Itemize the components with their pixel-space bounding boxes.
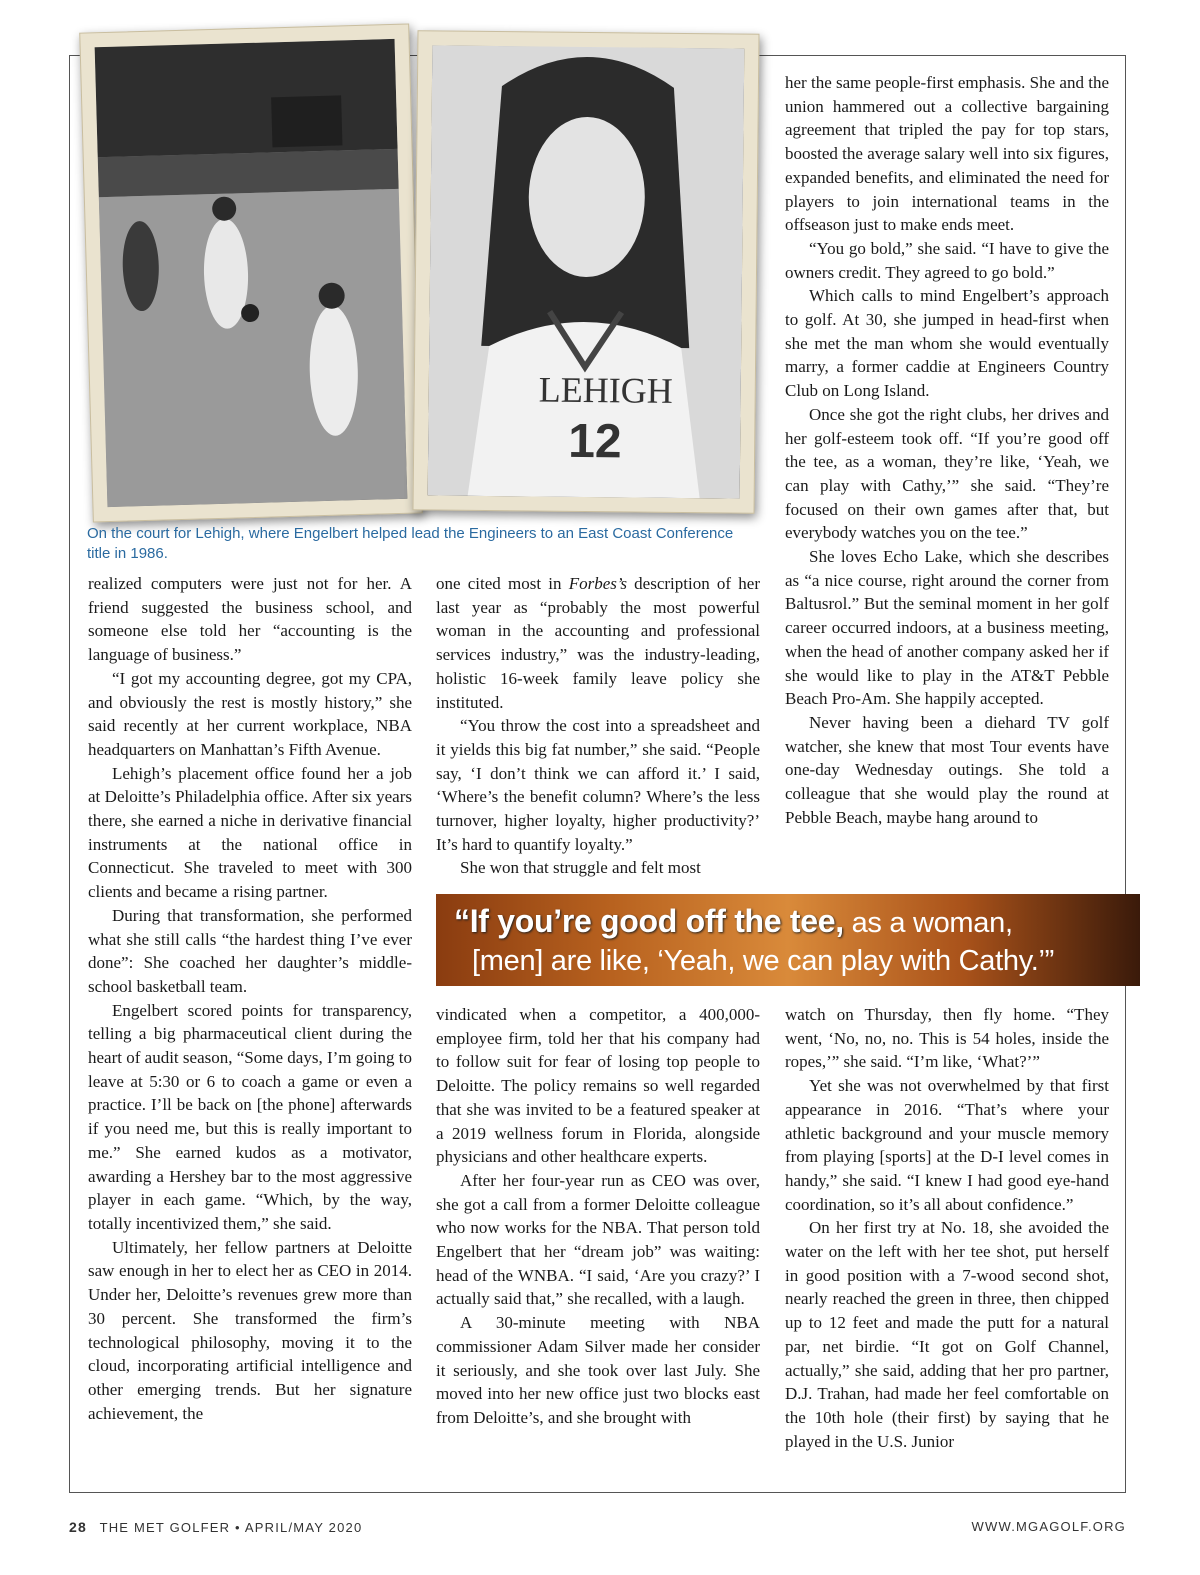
paragraph: Engelbert scored points for transparency, telling a big pharmaceutical client during the heart of audit season, “Some days, I’m going to leave at 5:30 or 6 to coach a game or even a practice. I’ll be back on [the phone] afterwards if you need me, but this is really important to me.” She earned kudos as a motivator, awarding a Hershey bar to the most aggressive player in each game. “Which, by the way, totally incentivized them,” she said. (88, 1000, 412, 1233)
basketball-court-photo (79, 23, 423, 522)
paragraph: She loves Echo Lake, which she describes as “a nice course, right around the corner from Baltusrol.” But the seminal moment in her golf career occurred indoors, at a business meeting, when the head of another company asked her if she would like to play in the AT&T Pebble Beach Pro-Am. She happily accepted. (785, 547, 1109, 709)
pull-quote-line-2: [men] are like, ‘Yeah, we can play with Cathy.’” (472, 945, 1054, 977)
photo-caption: On the court for Lehigh, where Engelbert helped lead the Engineers to an East Coast Conference title in 1986. (87, 525, 734, 562)
paragraph: During that transformation, she performed what she still calls “the hardest thing I’ve ever done”: She coached her daughter’s middle-school basketball team. (88, 905, 412, 996)
column-1 (88, 572, 412, 1425)
website-url[interactable]: WWW.MGAGOLF.ORG (971, 1519, 1126, 1534)
paragraph: one cited most in Forbes’s description of her last year as “probably the most powerful woman in the accounting and professional services industry,” was the industry-leading, holistic 16-week family leave policy she instituted. (436, 574, 761, 712)
paragraph: “I got my accounting degree, got my CPA, and obviously the rest is mostly history,” she said recently at her current workplace, NBA headquarters on Manhattan’s Fifth Avenue. (88, 668, 412, 759)
paragraph: Ultimately, her fellow partners at Deloitte saw enough in her to elect her as CEO in 2014. Under her, Deloitte’s revenues grew more than 30 percent. She transformed the firm’s technological philosophy, moving it to the cloud, incorporating artificial intelligence and other emerging trends. But her signature achievement, the (88, 1237, 412, 1423)
paragraph: A 30-minute meeting with NBA commissioner Adam Silver made her consider it seriously, and she took over last July. She moved into her new office just two blocks east from Deloitte’s, and she brought with (436, 1313, 760, 1427)
svg-text:12: 12 (567, 414, 622, 469)
court-action-image (95, 39, 408, 507)
column-3-top (785, 71, 1109, 830)
pull-quote-line-1: “If you’re good off the tee, as a woman, (454, 903, 1013, 939)
column-2-top (436, 572, 760, 880)
portrait-photo (412, 30, 759, 514)
publication-title: THE MET GOLFER • APRIL/MAY 2020 (99, 1520, 363, 1535)
paragraph: After her four-year run as CEO was over, she got a call from a former Deloitte colleague who now works for the NBA. That person told Engelbert that her “dream job” was waiting: head of the WNBA. “I said, ‘Are you crazy?’ I actually said that,” she recalled, with a laugh. (436, 1170, 760, 1309)
paragraph: her the same people-first emphasis. She and the union hammered out a collective bargaining agreement that tripled the pay for top stars, boosted the average salary well into six figures, expanded benefits, and eliminated the need for players to join international teams in the offseason just to make ends meet. (785, 73, 1109, 235)
footer-left (69, 1519, 362, 1535)
paragraph: Never having been a diehard TV golf watcher, she knew that most Tour events have one-day Wednesday outings. She told a colleague that she would play the round at Pebble Beach, maybe hang around to (785, 712, 1109, 827)
paragraph: “You go bold,” she said. “I have to give the owners credit. They agreed to go bold.” (785, 238, 1109, 282)
portrait-graphic (428, 45, 745, 498)
paragraph: Once she got the right clubs, her drives and her golf-esteem took off. “If you’re good off the tee, as a woman, they’re like, ‘Yeah, we can play with Cathy,’” she said. “They’re focused on their own games after that, but everybody watches you on the tee.” (785, 404, 1109, 543)
paragraph: watch on Thursday, then fly home. “They went, ‘No, no, no. This is 54 holes, inside the ropes,’” she said. “I’m like, ‘What?’” (785, 1005, 1109, 1072)
column-3-bottom (785, 1003, 1109, 1453)
paragraph: vindicated when a competitor, a 400,000-employee firm, told her that his company had to follow suit for fear of losing top people to Deloitte. The policy remains so well regarded that she was invited to be a featured speaker at a 2019 wellness forum in Florida, alongside physicians and other healthcare experts. (436, 1005, 760, 1167)
paragraph: “You throw the cost into a spreadsheet and it yields this big fat number,” she said. “People say, ‘I don’t think we can afford it.’ I said, ‘Where’s the benefit column? Where’s the less turnover, higher loyalty, higher productivity?’ It’s hard to quantify loyalty.” (436, 716, 760, 854)
page-number: 28 (69, 1519, 87, 1535)
paragraph: realized computers were just not for her. A friend suggested the business school, and someone else told her “accounting is the language of business.” (88, 574, 412, 665)
column-2-bottom (436, 1003, 760, 1430)
publication-name: Forbes’s (568, 574, 627, 593)
paragraph: She won that struggle and felt most (460, 858, 701, 878)
player-portrait-image (428, 45, 745, 498)
paragraph: Which calls to mind Engelbert’s approach to golf. At 30, she jumped in head-first when she met the man whom she would eventually marry, a former caddie at Engineers Country Club on Long Island. (785, 286, 1109, 401)
court-scene-graphic (95, 39, 408, 507)
paragraph: Yet she was not overwhelmed by that first appearance in 2016. “That’s where your athletic background and your muscle memory from playing [sports] at the D-I level comes in handy,” she said. “I knew I had good eye-hand coordination, so it’s all about confidence.” (785, 1076, 1109, 1214)
paragraph: On her first try at No. 18, she avoided the water on the left with her tee shot, put herself in good position with a 7-wood second shot, nearly reached the green in three, then chipped up to 12 feet and made the putt for a natural par, net birdie. “It got on Golf Channel, actually,” she said, adding that her pro partner, D.J. Trahan, had made her feel comfortable on the 10th hole (their first) by saying that he played in the U.S. Junior (785, 1218, 1109, 1451)
paragraph: Lehigh’s placement office found her a job at Deloitte’s Philadelphia office. After six years there, she earned a niche in derivative financial instruments at the national office in Connecticut. She traveled to meet with 300 clients and became a rising partner. (88, 763, 412, 902)
pull-quote (436, 894, 1140, 986)
svg-text:LEHIGH: LEHIGH (538, 369, 673, 411)
